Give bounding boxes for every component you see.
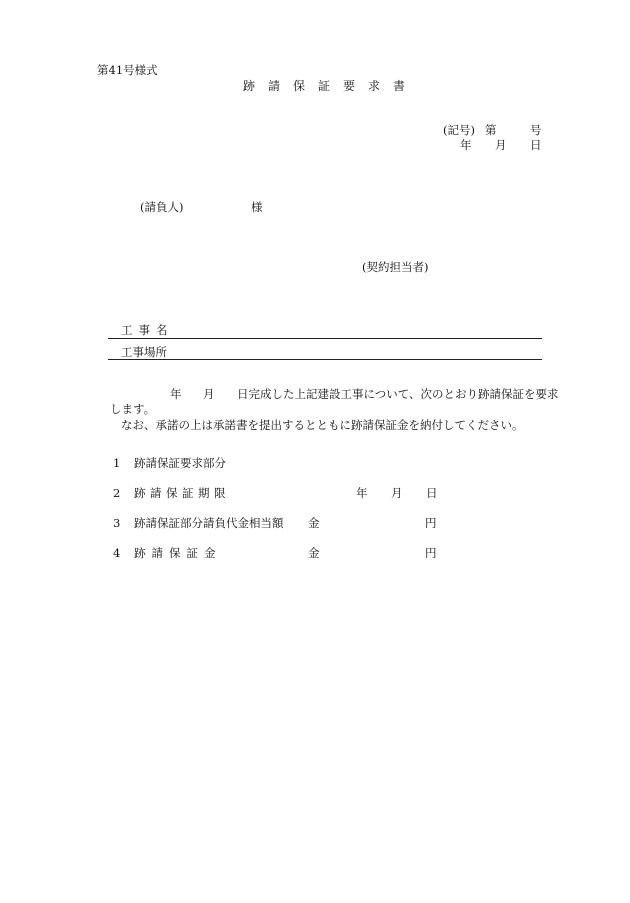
item-3-label: 跡請保証部分請負代金相当額 <box>134 516 284 530</box>
item-4-kin: 金 <box>308 546 320 560</box>
item-3-kin: 金 <box>308 516 320 530</box>
ref-dai: 第 <box>485 123 497 137</box>
item-2-month: 月 <box>391 486 403 500</box>
date-year: 年 <box>460 138 472 152</box>
ref-label: (記号) <box>443 123 475 137</box>
body-tsuki: 月 <box>203 387 215 401</box>
item-2-number: 2 <box>113 486 121 500</box>
document-title: 跡請保証要求書 <box>243 79 419 93</box>
body-nen: 年 <box>170 387 182 401</box>
item-1-number: 1 <box>113 456 121 470</box>
construction-name-line <box>108 338 542 339</box>
item-4-number: 4 <box>113 546 121 560</box>
date-month: 月 <box>495 138 507 152</box>
contractor-label: (請負人) <box>140 200 184 214</box>
form-number: 第41号様式 <box>97 63 158 77</box>
item-1-label: 跡請保証要求部分 <box>134 456 226 470</box>
contractor-sama: 様 <box>251 200 263 214</box>
item-2-year: 年 <box>356 486 368 500</box>
body-line1: 日完成した上記建設工事について、次のとおり跡請保証を要求 <box>237 387 559 401</box>
item-4-label: 跡請保証金 <box>134 546 222 560</box>
construction-site-line <box>108 359 542 360</box>
construction-name-label: 工事名 <box>121 323 174 337</box>
body-line3: なお、承諾の上は承諾書を提出するとともに跡請保証金を納付してください。 <box>121 418 524 432</box>
contract-officer-label: (契約担当者) <box>362 260 429 274</box>
date-day: 日 <box>530 138 542 152</box>
body-line2: します。 <box>110 402 156 416</box>
item-3-yen: 円 <box>425 516 437 530</box>
item-2-label: 跡請保証期限 <box>134 486 230 500</box>
construction-site-label: 工事場所 <box>121 345 167 359</box>
item-4-yen: 円 <box>425 546 437 560</box>
item-2-day: 日 <box>426 486 438 500</box>
ref-go: 号 <box>530 123 542 137</box>
item-3-number: 3 <box>113 516 121 530</box>
